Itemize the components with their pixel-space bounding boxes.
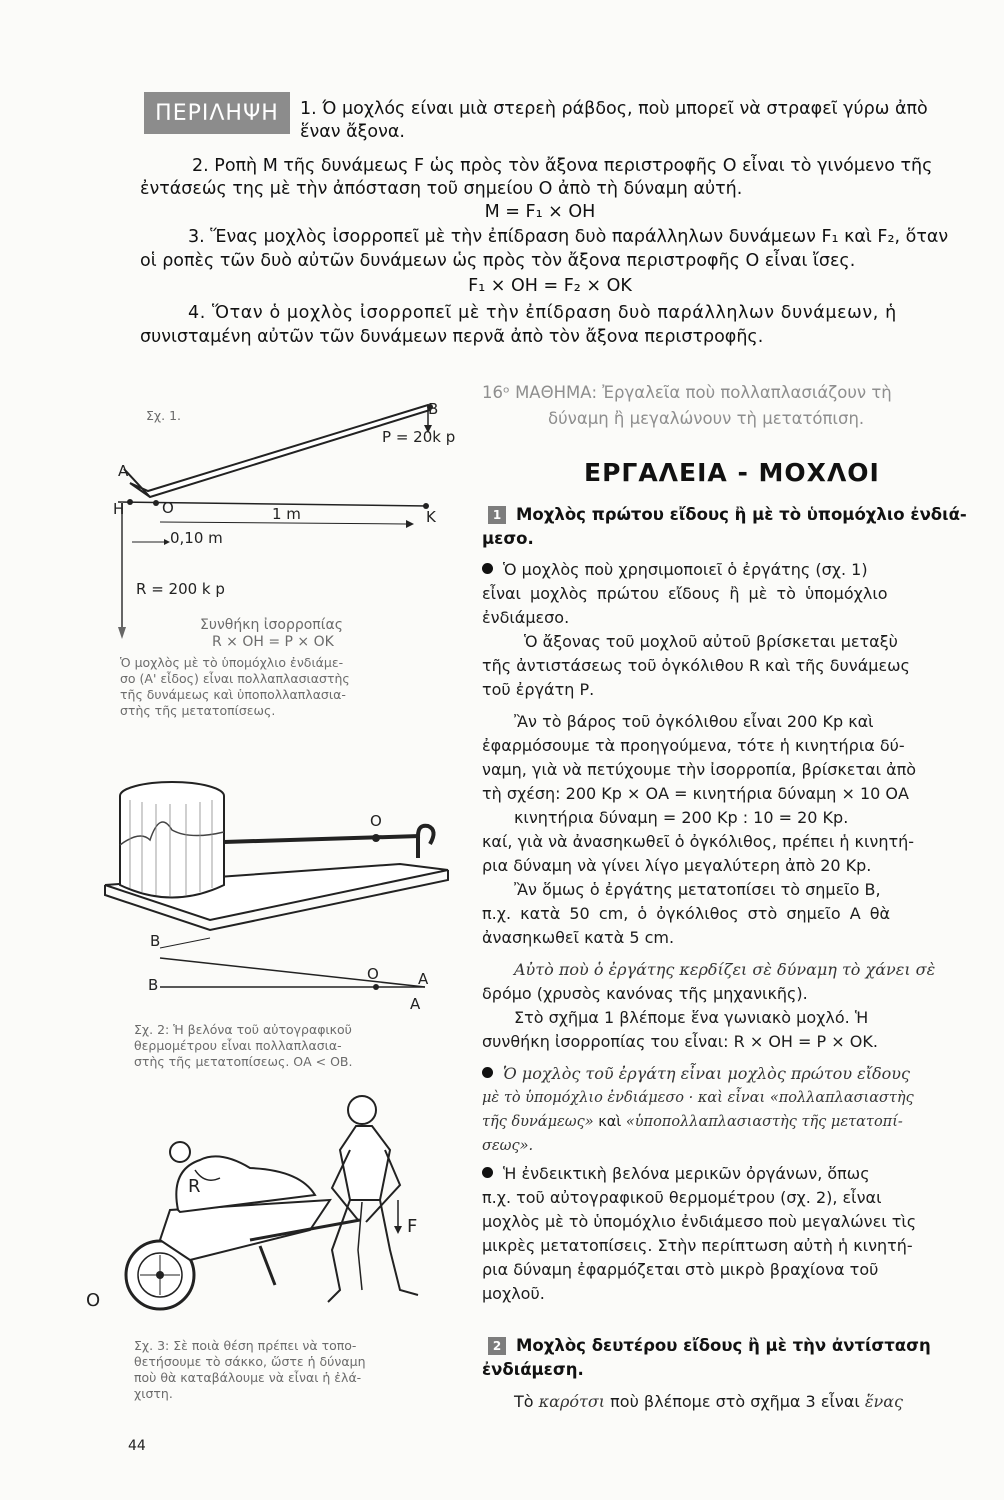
figure-3-caption: θετήσουμε τὸ σάκκο, ὥστε ἡ δύναμη (134, 1354, 366, 1369)
ten-cm-label: 0,10 m (170, 529, 223, 547)
figure-3-wheelbarrow-diagram (100, 1090, 460, 1320)
body-line: κινητήρια δύναμη = 200 Kp : 10 = 20 Kp. (514, 808, 849, 827)
point-a2-label: A (410, 995, 421, 1013)
section-1-heading (488, 503, 967, 527)
bullet-icon (482, 1067, 493, 1078)
body-line: καί, γιὰ νὰ ἀνασηκωθεῖ ὁ ὀγκόλιθος, πρέπει ἡ κινητή- (482, 832, 915, 851)
summary-p3a: 3. Ἕνας μοχλὸς ἰσορροπεῖ μὲ τὴν ἐπίδραση δυὸ παράλληλων δυνάμεων F₁ καὶ F₂, ὅταν (188, 227, 949, 247)
page-number: 44 (128, 1438, 146, 1454)
body-line: σεως». (482, 1138, 534, 1154)
body-line: συνθήκη ἰσορροπίας του εἶναι: R × ΟΗ = Ρ × ΟΚ. (482, 1032, 878, 1051)
figure-3-caption: ποὺ θὰ καταβάλουμε νὰ εἶναι ἡ ἐλά- (134, 1370, 362, 1385)
section-2-heading-text: Μοχλὸς δευτέρου εἴδους ἢ μὲ τὴν ἀντίσταση (516, 1336, 931, 1355)
figure-1-label: Σχ. 1. (146, 408, 181, 423)
body-line: ναμη, γιὰ νὰ πετύχουμε τὴν ἰσορροπία, βρίσκεται ἀπὸ (482, 760, 917, 779)
summary-formula-2: F₁ × ΟΗ = F₂ × ΟΚ (468, 276, 632, 296)
body-line: ἀνασηκωθεῖ κατὰ 5 cm. (482, 928, 675, 947)
body-line: Ἂν ὅμως ὁ ἐργάτης μετατοπίσει τὸ σημεῖο Β, (514, 880, 881, 899)
pivot-o2-label: O (367, 965, 379, 983)
page-heading: ΕΡΓΑΛΕΙΑ - ΜΟΧΛΟΙ (584, 458, 880, 487)
section-1-heading-text: Μοχλὸς πρώτου εἴδους ἢ μὲ τὸ ὑπομόχλιο ἐνδιά- (516, 505, 967, 524)
pivot-o-label: O (370, 812, 382, 830)
point-a-label: A (118, 462, 129, 480)
body-line: τῆς δυνάμεως» καὶ «ὑποπολλαπλασιαστὴς τῆς μετατοπί- (482, 1114, 903, 1130)
body-line: ἐνδιάμεσο. (482, 608, 570, 627)
equilibrium-condition-formula: R × OH = P × OK (212, 634, 334, 650)
body-line: τῆς ἀντιστάσεως τοῦ ὀγκόλιθου R καὶ τῆς δυνάμεως (482, 656, 910, 675)
figure-2-caption: θερμομέτρου εἶναι πολλαπλασια- (134, 1038, 342, 1053)
body-line: τοῦ ἐργάτη Ρ. (482, 680, 595, 699)
body-line: Ἂν τὸ βάρος τοῦ ὀγκόλιθου εἶναι 200 Kp καὶ (514, 712, 874, 731)
bullet-icon (482, 1167, 493, 1178)
summary-p4a: 4. Ὅταν ὁ μοχλὸς ἰσορροπεῖ μὲ τὴν ἐπίδραση δυὸ παράλληλων δυνάμεων, ἡ (188, 303, 897, 323)
one-meter-label: 1 m (272, 505, 301, 523)
figure-3-caption: χιστη. (134, 1386, 173, 1401)
body-line: Ὁ ἄξονας τοῦ μοχλοῦ αὐτοῦ βρίσκεται μεταξὺ (524, 632, 898, 651)
point-b-label: B (148, 976, 159, 994)
lesson-title-line2: δύναμη ἢ μεγαλώνουν τὴ μετατόπιση. (548, 409, 865, 428)
wheel-axle-o-label: O (86, 1290, 101, 1311)
body-line: Ὁ μοχλὸς τοῦ ἐργάτη εἶναι μοχλὸς πρώτου εἴδους (482, 1062, 910, 1086)
body-line: Αὐτὸ ποὺ ὁ ἐργάτης κερδίζει σὲ δύναμη τὸ χάνει σὲ (514, 960, 936, 979)
point-o-label: O (162, 499, 174, 517)
figure-2-caption: Σχ. 2: Ἡ βελόνα τοῦ αὐτογραφικοῦ (134, 1022, 352, 1037)
section-2-heading-cont: ἐνδιάμεση. (482, 1360, 584, 1379)
section-2-heading (488, 1334, 931, 1358)
summary-p2b: ἐντάσεώς της μὲ τὴν ἀπόσταση τοῦ σημείου Ο ἀπὸ τὴ δύναμη αὐτή. (140, 179, 743, 199)
section-1-heading-cont: μεσο. (482, 529, 534, 548)
body-line: Τὸ καρότσι ποὺ βλέπομε στὸ σχῆμα 3 εἶναι ἕνας (514, 1392, 903, 1411)
summary-p1b: ἕναν ἄξονα. (300, 122, 405, 142)
point-a1-label: A (418, 970, 429, 988)
figure-2-caption: στὴς τῆς μετατοπίσεως. ΟΑ < ΟΒ. (134, 1054, 353, 1069)
force-p-label: P = 20k p (382, 428, 456, 446)
section-number-badge: 2 (488, 1337, 506, 1355)
summary-p3b: οἱ ροπὲς τῶν δυὸ αὐτῶν δυνάμεων ὡς πρὸς τὸν ἄξονα περιστροφῆς Ο εἶναι ἴσες. (140, 251, 856, 271)
pointer-top-ray (160, 938, 210, 948)
equilibrium-condition-title: Συνθήκη ἰσορροπίας (200, 617, 343, 633)
figure-1-caption: στὴς τῆς μετατοπίσεως. (120, 703, 276, 718)
bimetal-coil (418, 826, 434, 858)
body-line: Ὁ μοχλὸς ποὺ χρησιμοποιεῖ ὁ ἐργάτης (σχ. 1) (482, 558, 868, 582)
summary-p4b: συνισταμένη αὐτῶν τῶν δυνάμεων περνᾶ ἀπὸ τὸν ἄξονα περιστροφῆς. (140, 327, 764, 347)
lesson-title-line1: 16ᵒ ΜΑΘΗΜΑ: Ἐργαλεῖα ποὺ πολλαπλασιάζουν τὴ (482, 383, 892, 402)
summary-badge: ΠΕΡΙΛΗΨΗ (144, 92, 290, 134)
body-line: ρια δύναμη νὰ γίνει λίγο μεγαλύτερη ἀπὸ 20 Kp. (482, 856, 872, 875)
body-line: μὲ τὸ ὑπομόχλιο ἐνδιάμεσο · καὶ εἶναι «πολλαπλασιαστὴς (482, 1090, 914, 1106)
worker (348, 1096, 376, 1124)
summary-p1a: 1. Ό μοχλός είναι μιὰ στερεὴ ράβδος, ποὺ μπορεῖ νὰ στραφεῖ γύρω ἀπὸ (300, 99, 928, 119)
body-line: μικρὲς μετατοπίσεις. Στὴν περίπτωση αὐτὴ ἡ κινητή- (482, 1236, 913, 1255)
point-b-label: Β (428, 400, 439, 418)
body-line: τὴ σχέση: 200 Kp × ΟΑ = κινητήρια δύναμη × 10 ΟΑ (482, 784, 909, 803)
figure-1-caption: Ὁ μοχλὸς μὲ τὸ ὑπομόχλιο ἐνδιάμε- (120, 655, 344, 670)
summary-p2a: 2. Ροπὴ Μ τῆς δυνάμεως F ὡς πρὸς τὸν ἄξονα περιστροφῆς Ο εἶναι τὸ γινόμενο τῆς (192, 156, 933, 176)
point-k-label: K (426, 508, 436, 526)
body-line: π.χ. κατὰ 50 cm, ὁ ὀγκόλιθος στὸ σημεῖο Α θὰ (482, 904, 891, 923)
body-line: Ἡ ἐνδεικτικὴ βελόνα μερικῶν ὀργάνων, ὅπως (482, 1162, 870, 1186)
figure-3-caption: Σχ. 3: Σὲ ποιὰ θέση πρέπει νὰ τοπο- (134, 1338, 357, 1353)
body-line: μοχλὸς μὲ τὸ ὑπομόχλιο ἐνδιάμεσο ποὺ μεγαλώνει τὶς (482, 1212, 917, 1231)
body-line: π.χ. τοῦ αὐτογραφικοῦ θερμομέτρου (σχ. 2), εἶναι (482, 1188, 882, 1207)
load-r-label: R (188, 1176, 201, 1197)
figure-1-caption: σο (Α' εἶδος) εἶναι πολλαπλασιαστὴς (120, 671, 350, 686)
thermometer-pointer (224, 836, 420, 842)
body-line: ἐφαρμόσουμε τὰ προηγούμενα, τότε ἡ κινητήρια δύ- (482, 736, 905, 755)
point-h-label: H (113, 500, 125, 518)
bullet-icon (482, 563, 493, 574)
body-line: μοχλοῦ. (482, 1284, 545, 1303)
body-line: εἶναι μοχλὸς πρώτου εἴδους ἢ μὲ τὸ ὑπομόχλιο (482, 584, 888, 603)
section-number-badge: 1 (488, 506, 506, 524)
summary-formula-1: Μ = F₁ × ΟΗ (484, 202, 596, 222)
force-f-label: F (407, 1216, 418, 1237)
point-b-top-label: B (150, 932, 161, 950)
body-line: ρια δύναμη ἐφαρμόζεται στὸ μικρὸ βραχίονα τοῦ (482, 1260, 879, 1279)
body-line: δρόμο (χρυσὸς κανόνας τῆς μηχανικῆς). (482, 984, 808, 1003)
body-line: Στὸ σχῆμα 1 βλέπομε ἕνα γωνιακὸ μοχλό. Ἡ (514, 1008, 869, 1027)
figure-1-caption: τῆς δυνάμεως καὶ ὑποπολλαπλασια- (120, 687, 346, 702)
force-r-label: R = 200 k p (136, 580, 225, 598)
